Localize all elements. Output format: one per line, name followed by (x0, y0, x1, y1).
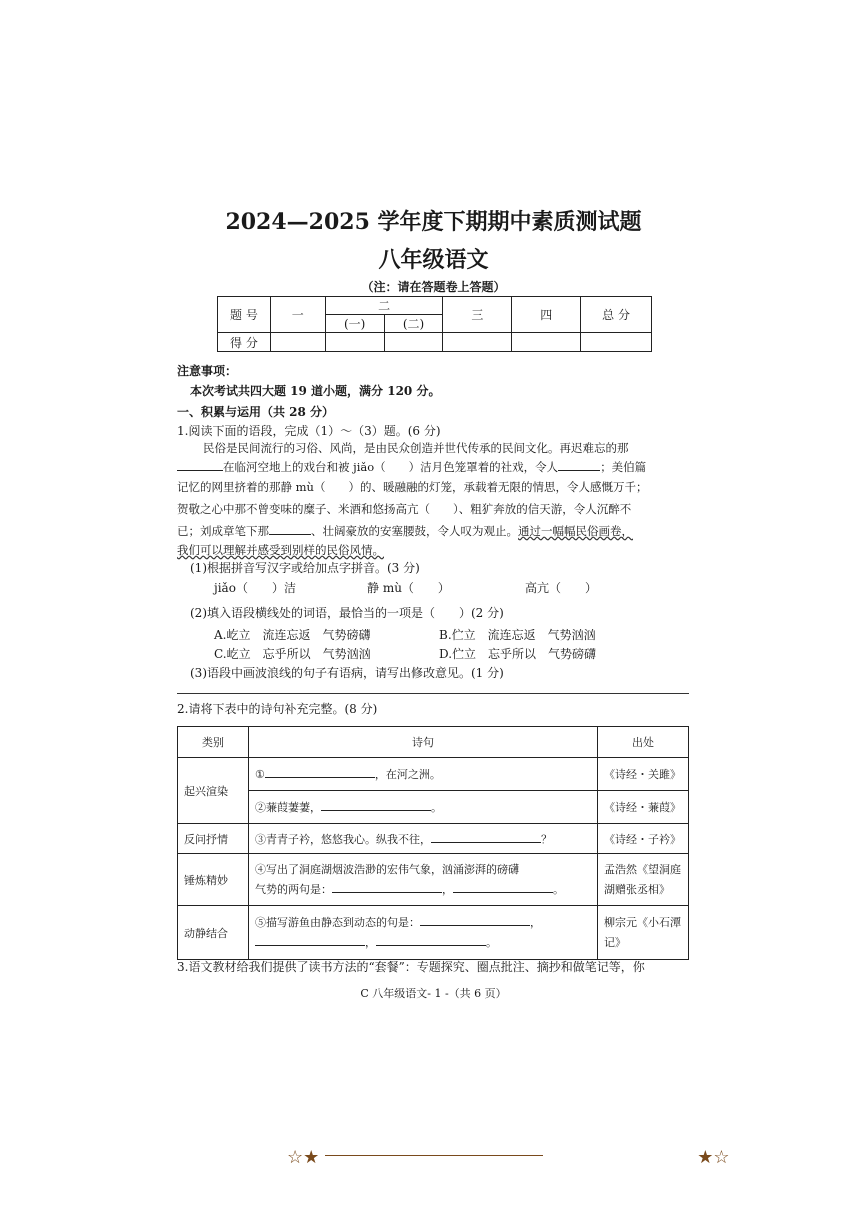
fill-blank[interactable] (265, 777, 375, 778)
score-col-1: 一 (270, 297, 325, 333)
exam-title: 2024—2025 学年度下期期中素质测试题 (225, 209, 642, 235)
score-cell (443, 333, 512, 352)
q1-stem: 1.阅读下面的语段，完成（1）～（3）题。(6 分) (177, 424, 441, 438)
poem-category: 锤炼精妙 (178, 854, 249, 906)
poem-verse: ④写出了洞庭湖烟波浩渺的宏伟气象，汹涌澎湃的磅礴 气势的两句是： ， 。 (249, 854, 598, 906)
q1-sub1-b: 静 mù（ ） (367, 581, 450, 595)
q2-stem: 2.请将下表中的诗句补充完整。(8 分) (177, 702, 378, 716)
q1-passage-line-4: 贺敬之心中那不曾变味的糜子、米酒和悠扬高亢（ ）、粗犷奔放的信天游，令人沉醉不 (177, 502, 632, 516)
exam-note: （注：请在答题卷上答题） (361, 280, 506, 294)
poem-header-source: 出处 (598, 727, 689, 758)
score-col-2b: (二) (384, 315, 443, 333)
option-b: B.伫立 流连忘返 气势汹汹 (439, 628, 596, 642)
score-col-4: 四 (512, 297, 581, 333)
q3-stem: 3.语文教材给我们提供了读书方法的“套餐”：专题探究、圈点批注、摘抄和做笔记等，你 (177, 960, 645, 974)
q1-sub3: (3)语段中画波浪线的句子有语病，请写出修改意见。(1 分) (190, 666, 504, 680)
page-footer: C 八年级语文- 1 -（共 6 页） (360, 987, 507, 1000)
fill-blank[interactable] (269, 534, 311, 535)
q1-sub1-c: 高亢（ ） (525, 581, 598, 595)
poem-table (177, 726, 689, 960)
fill-blank[interactable] (255, 945, 365, 946)
q1-passage-line-2: 在临河空地上的戏台和被 jiǎo（ ）洁月色笼罩着的社戏，令人 ；美伯篇 (177, 455, 646, 479)
poem-source: 《诗经・子衿》 (598, 824, 689, 854)
poem-category: 反问抒情 (178, 824, 249, 854)
score-label-got: 得 分 (218, 333, 271, 352)
score-cell (384, 333, 443, 352)
poem-source: 《诗经・关雎》 (598, 758, 689, 791)
answer-line (177, 693, 689, 694)
q1-sub1-a: jiǎo（ ）洁 (214, 581, 296, 595)
poem-category: 起兴渲染 (178, 758, 249, 824)
section1-heading: 一、积累与运用（共 28 分） (177, 405, 335, 419)
poem-source: 柳宗元《小石潭 记》 (598, 906, 689, 960)
decorative-line (325, 1155, 543, 1156)
q1-passage-line-6: 我们可以理解并感受到别样的民俗风情。 (177, 543, 384, 557)
q1-passage-line-1: 民俗是民间流行的习俗、风尚，是由民众创造并世代传承的民间文化。再迟难忘的那 (203, 441, 629, 455)
score-col-total: 总 分 (581, 297, 652, 333)
fill-blank[interactable] (453, 892, 553, 893)
score-cell (325, 333, 384, 352)
score-label-number: 题 号 (218, 297, 271, 333)
q1-passage-line-3: 记忆的网里挤着的那静 mù（ ）的、暖融融的灯笼，承载着无限的情思，令人感慨万千； (177, 480, 648, 494)
poem-source: 孟浩然《望洞庭 湖赠张丞相》 (598, 854, 689, 906)
wavy-sentence: 通过一幅幅民俗画卷， (518, 524, 633, 538)
notice-heading: 注意事项： (177, 364, 238, 378)
notice-text: 本次考试共四大题 19 道小题，满分 120 分。 (190, 384, 441, 398)
option-d: D.伫立 忘乎所以 气势磅礴 (439, 647, 597, 661)
fill-blank[interactable] (177, 470, 223, 471)
score-col-3: 三 (443, 297, 512, 333)
poem-source: 《诗经・蒹葭》 (598, 791, 689, 824)
q1-sub1: (1)根据拼音写汉字或给加点字拼音。(3 分) (190, 561, 420, 575)
score-cell (512, 333, 581, 352)
fill-blank[interactable] (431, 842, 541, 843)
option-c: C.屹立 忘乎所以 气势汹汹 (214, 647, 371, 661)
fill-blank[interactable] (558, 470, 600, 471)
poem-verse: ① ，在河之洲。 (249, 758, 598, 791)
fill-blank[interactable] (321, 810, 431, 811)
q1-sub2: (2)填入语段横线处的词语，最恰当的一项是（ ）(2 分) (190, 606, 504, 620)
poem-header-category: 类别 (178, 727, 249, 758)
poem-category: 动静结合 (178, 906, 249, 960)
score-cell (581, 333, 652, 352)
fill-blank[interactable] (420, 925, 530, 926)
score-col-2: 二 (325, 297, 443, 315)
exam-subtitle: 八年级语文 (378, 247, 489, 273)
poem-verse: ②蒹葭萋萋， 。 (249, 791, 598, 824)
poem-verse: ③青青子衿，悠悠我心。纵我不往， ？ (249, 824, 598, 854)
star-decoration: ☆★ ★☆ (287, 1147, 730, 1168)
score-table (217, 296, 652, 352)
poem-verse: ⑤描写游鱼由静态到动态的句是： ， ， 。 (249, 906, 598, 960)
score-col-2a: (一) (325, 315, 384, 333)
fill-blank[interactable] (332, 892, 442, 893)
score-cell (270, 333, 325, 352)
fill-blank[interactable] (376, 945, 486, 946)
q1-passage-line-5: 已；刘成章笔下那 、壮阔豪放的安塞腰鼓，令人叹为观止。通过一幅幅民俗画卷， (177, 524, 633, 538)
option-a: A.屹立 流连忘返 气势磅礴 (214, 628, 371, 642)
poem-header-verse: 诗句 (249, 727, 598, 758)
